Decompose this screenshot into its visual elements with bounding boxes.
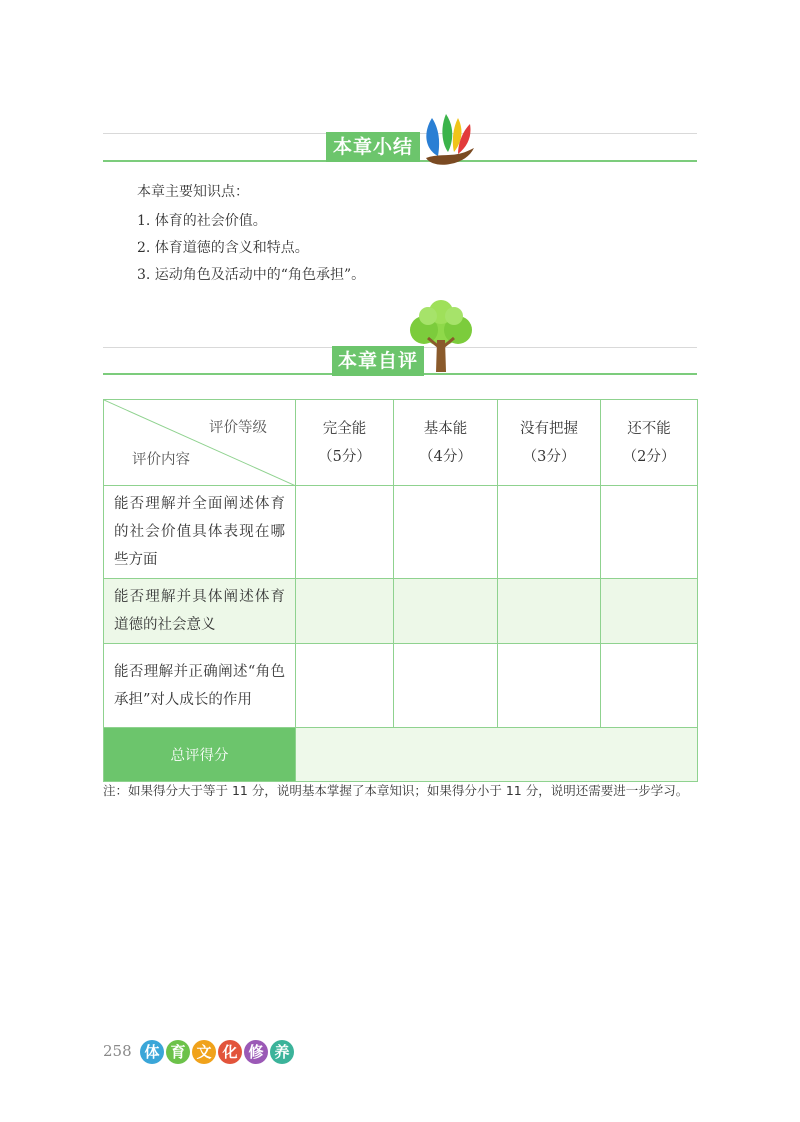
leaf-hand-icon — [418, 110, 480, 172]
score-cell[interactable] — [601, 644, 698, 728]
table-row — [104, 644, 698, 728]
level-header-3 — [498, 400, 601, 486]
summary-intro: 本章主要知识点： — [137, 184, 249, 200]
score-cell[interactable] — [498, 579, 601, 644]
score-cell[interactable] — [296, 644, 394, 728]
total-score-cell[interactable] — [296, 728, 698, 782]
page-number: 258 — [103, 1042, 132, 1060]
level-score: （3分） — [522, 448, 576, 465]
level-name: 完全能 — [322, 420, 367, 437]
book-title-char: 化 — [218, 1040, 242, 1064]
self-eval-table — [103, 399, 698, 782]
score-cell[interactable] — [296, 579, 394, 644]
level-header-2 — [394, 400, 498, 486]
eval-title: 本章自评 — [332, 346, 424, 376]
table-row — [104, 579, 698, 644]
total-score-label: 总评得分 — [104, 728, 296, 782]
tree-icon — [404, 300, 478, 376]
total-row — [104, 728, 698, 782]
book-title-char: 修 — [244, 1040, 268, 1064]
book-title-char: 体 — [140, 1040, 164, 1064]
score-cell[interactable] — [601, 486, 698, 579]
diagonal-line — [104, 400, 296, 486]
summary-point-2: 2. 体育道德的含义和特点。 — [137, 240, 309, 256]
diagonal-header-cell — [104, 400, 296, 486]
criterion-cell: 能否理解并具体阐述体育道德的社会意义 — [104, 579, 296, 644]
score-cell[interactable] — [601, 579, 698, 644]
level-score: （4分） — [419, 448, 472, 465]
summary-point-3: 3. 运动角色及活动中的“角色承担”。 — [137, 267, 366, 283]
book-title-char: 养 — [270, 1040, 294, 1064]
criterion-cell: 能否理解并全面阐述体育的社会价值具体表现在哪些方面 — [104, 486, 296, 579]
book-title — [140, 1040, 294, 1064]
score-cell[interactable] — [394, 486, 498, 579]
book-title-char: 育 — [166, 1040, 190, 1064]
summary-title: 本章小结 — [326, 132, 420, 162]
score-cell[interactable] — [498, 644, 601, 728]
score-cell[interactable] — [394, 579, 498, 644]
summary-point-1: 1. 体育的社会价值。 — [137, 213, 267, 229]
level-score: （5分） — [318, 448, 371, 465]
score-cell[interactable] — [394, 644, 498, 728]
level-score: （2分） — [622, 448, 676, 465]
level-name: 没有把握 — [520, 420, 578, 437]
score-cell[interactable] — [498, 486, 601, 579]
level-header-4 — [601, 400, 698, 486]
diag-top-label: 评价等级 — [209, 420, 267, 436]
table-row — [104, 486, 698, 579]
level-header-1 — [296, 400, 394, 486]
criterion-cell: 能否理解并正确阐述“角色承担”对人成长的作用 — [104, 644, 296, 728]
scoring-note: 注：如果得分大于等于 11 分，说明基本掌握了本章知识；如果得分小于 11 分，说明还需要进一步学习。 — [103, 783, 689, 798]
level-name: 基本能 — [423, 420, 468, 437]
book-title-char: 文 — [192, 1040, 216, 1064]
diag-bottom-label: 评价内容 — [132, 452, 190, 468]
level-name: 还不能 — [627, 420, 671, 437]
score-cell[interactable] — [296, 486, 394, 579]
